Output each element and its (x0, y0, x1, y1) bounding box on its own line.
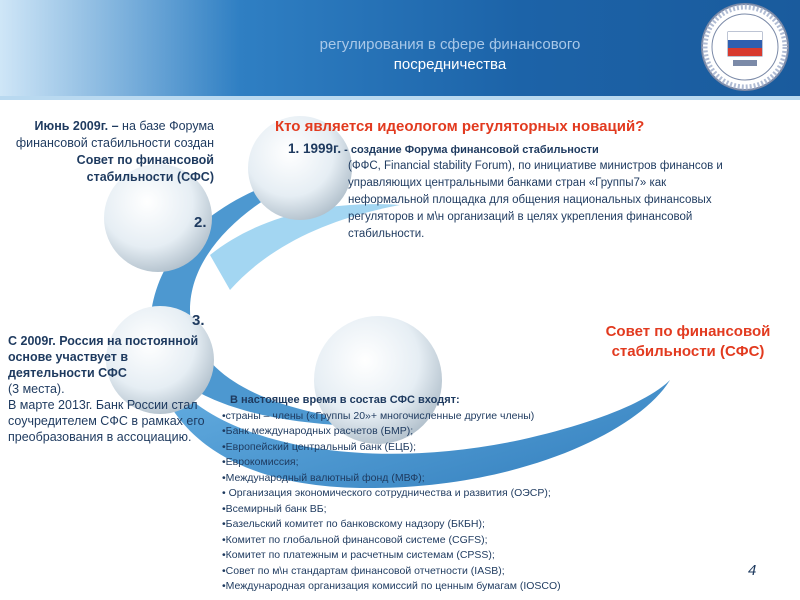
left-block-2009-date: Июнь 2009г. – (34, 119, 119, 133)
sfs-title: Совет по финансовой стабильности (СФС) (605, 323, 771, 360)
members-heading: В настоящее время в состав СФС входят: (230, 394, 460, 406)
step-number-3: 3. (192, 312, 205, 329)
list-item: •Базельский комитет по банковскому надзору (БКБН); (222, 518, 485, 530)
item1-year: 1. 1999г. (288, 141, 342, 156)
step-number-4: 4. (442, 366, 455, 383)
list-item: •Комитет по платежным и расчетным системам (CPSS); (222, 549, 495, 561)
left-block-russia (8, 333, 213, 445)
left-block-russia-seats: (3 места). (8, 382, 65, 396)
list-item: •Комитет по глобальной финансовой системе (CGFS); (222, 533, 488, 546)
list-item: •Еврокомиссия; (222, 456, 299, 468)
list-item: •Международный валютный фонд (МВФ); (222, 471, 425, 484)
left-block-russia-bold: С 2009г. Россия на постоянной основе участвует в деятельности СФС (8, 334, 199, 380)
list-item: •Международная организация комиссий по ценным бумагам (IOSCO) (222, 580, 561, 592)
question-heading: Кто является идеологом регуляторных новаций? (275, 118, 645, 135)
list-item: •страны – члены («Группы 20»+ многочисленные другие члены) (222, 409, 535, 422)
step-number-2: 2. (194, 214, 207, 231)
left-block-2009-sfs: Совет по финансовой стабильности (СФС) (76, 153, 214, 184)
item1-subtitle: - создание Форума финансовой стабильности (341, 144, 599, 156)
list-item: •Европейский центральный банк (ЕЦБ); (222, 440, 417, 453)
members-list (222, 393, 662, 595)
item1-heading (288, 141, 599, 156)
list-item: •Всемирный банк ВБ; (222, 502, 327, 515)
slide-title-main: посредничества (393, 56, 507, 73)
list-item: •Банк международных расчетов (БМР); (222, 425, 414, 437)
left-block-2009-text: на базе Форума финансовой стабильности создан (15, 119, 214, 150)
page-number: 4 (748, 562, 757, 579)
list-item: •Совет по м\н стандартам финансовой отчетности (IASB); (222, 564, 505, 577)
slide-title-faded: регулирования в сфере финансового (319, 36, 581, 53)
left-block-2009 (12, 118, 214, 186)
left-block-russia-2013: В марте 2013г. Банк России стал соучредителем СФС в рамках его преобразования в ассоциацию. (8, 398, 205, 444)
list-item: • Организация экономического сотрудничества и развития (ОЭСР); (222, 487, 551, 499)
item1-body: (ФФС, Financial stability Forum), по инициативе министров финансов и управляющих центральными банками стран «Группы7» как неформальной площадка для общения национальных финансовых регуляторов и м\н организаций в целях укрепления финансовой стабильности. (348, 160, 723, 240)
